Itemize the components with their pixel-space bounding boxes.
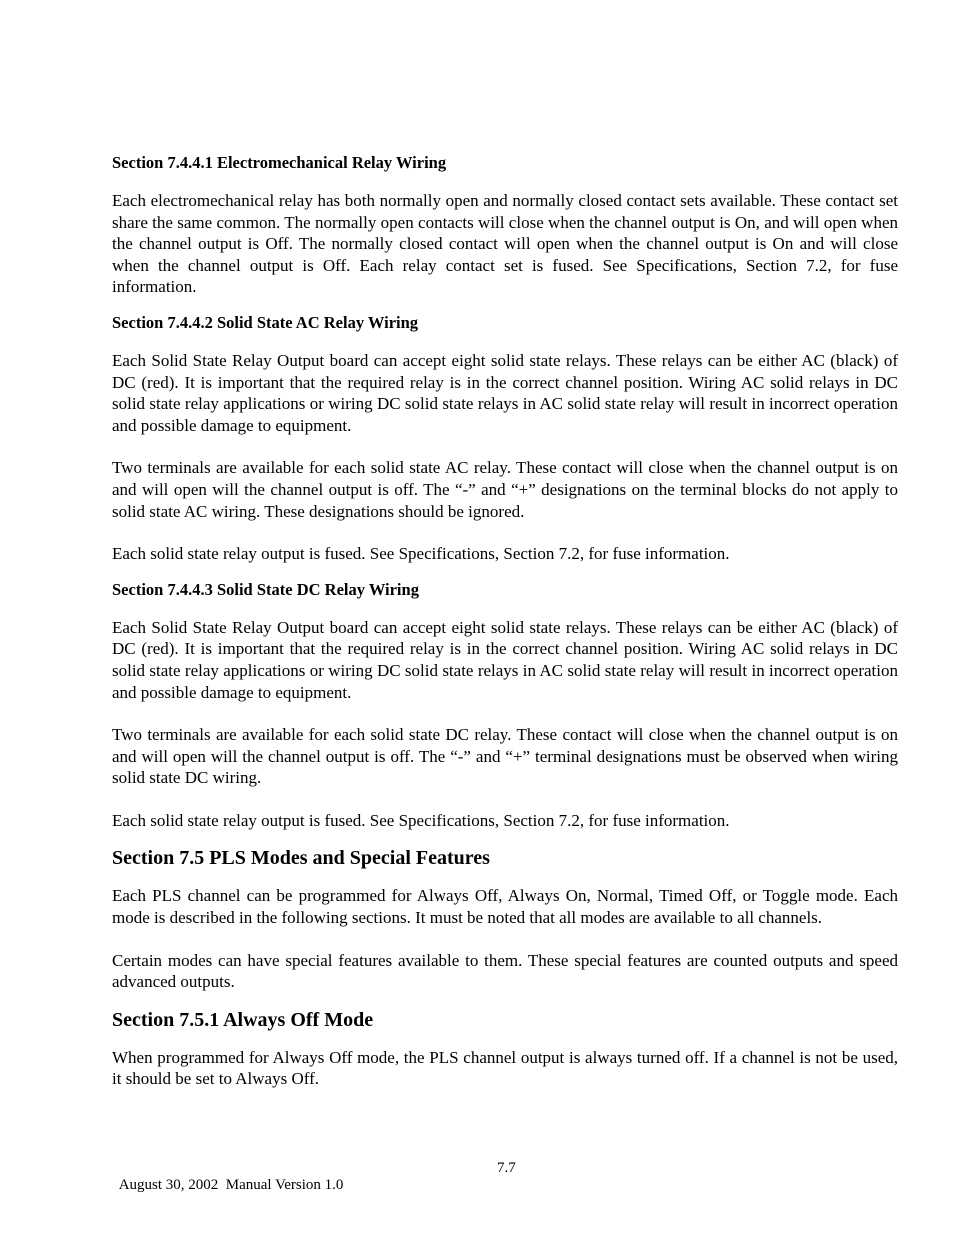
section-heading: Section 7.4.4.2 Solid State AC Relay Wiring bbox=[112, 312, 419, 332]
body-paragraph: Two terminals are available for each solid state AC relay. These contact will close when the channel output is on and will open will the channel output is off. The “-” and “+” designations on the terminal blocks do not apply to solid state AC wiring. These designations should be ignored. bbox=[112, 458, 898, 521]
document-body bbox=[112, 153, 898, 1111]
body-paragraph: Each solid state relay output is fused. See Specifications, Section 7.2, for fuse information. bbox=[112, 544, 730, 564]
body-paragraph: Each PLS channel can be programmed for Always Off, Always On, Normal, Timed Off, or Toggle mode. Each mode is described in the following sections. It must be noted that all modes are available to all channels. bbox=[112, 886, 898, 928]
body-paragraph: Each Solid State Relay Output board can accept eight solid state relays. These relays can be either AC (black) of DC (red). It is important that the required relay is in the correct channel position. Wiring AC solid relays in DC solid state relay applications or wiring DC solid state relays in AC solid state relay will result in incorrect operation and possible damage to equipment. bbox=[112, 350, 898, 435]
section-heading: Section 7.4.4.1 Electromechanical Relay Wiring bbox=[112, 153, 447, 172]
section-heading: Section 7.5.1 Always Off Mode bbox=[112, 1008, 374, 1031]
page-number: 7.7 bbox=[497, 1160, 516, 1176]
page-footer bbox=[112, 1160, 516, 1211]
body-paragraph: Two terminals are available for each solid state DC relay. These contact will close when the channel output is on and will open will the channel output is off. The “-” and “+” terminal designations must be observed when wiring solid state DC wiring. bbox=[112, 725, 898, 788]
body-paragraph: Each Solid State Relay Output board can accept eight solid state relays. These relays can be either AC (black) of DC (red). It is important that the required relay is in the correct channel position. Wiring AC solid relays in DC solid state relay applications or wiring DC solid state relays in AC solid state relay will result in incorrect operation and possible damage to equipment. bbox=[112, 617, 898, 702]
body-paragraph: Each solid state relay output is fused. See Specifications, Section 7.2, for fuse information. bbox=[112, 810, 730, 830]
body-paragraph: When programmed for Always Off mode, the PLS channel output is always turned off. If a channel is not be used, it should be set to Always Off. bbox=[112, 1047, 898, 1089]
body-paragraph: Each electromechanical relay has both normally open and normally closed contact sets available. These contact set share the same common. The normally open contacts will close when the channel output is On, and will open when the channel output is Off. The normally closed contact will open when the channel output is On and will close when the channel output is Off. Each relay contact set is fused. See Specifications, Section 7.2, for fuse information. bbox=[112, 191, 898, 297]
footer-date-version: August 30, 2002 Manual Version 1.0 bbox=[118, 1177, 344, 1193]
section-heading: Section 7.4.4.3 Solid State DC Relay Wiring bbox=[112, 579, 419, 599]
body-paragraph: Certain modes can have special features available to them. These special features are counted outputs and speed advanced outputs. bbox=[112, 950, 898, 992]
section-heading: Section 7.5 PLS Modes and Special Features bbox=[112, 847, 490, 870]
